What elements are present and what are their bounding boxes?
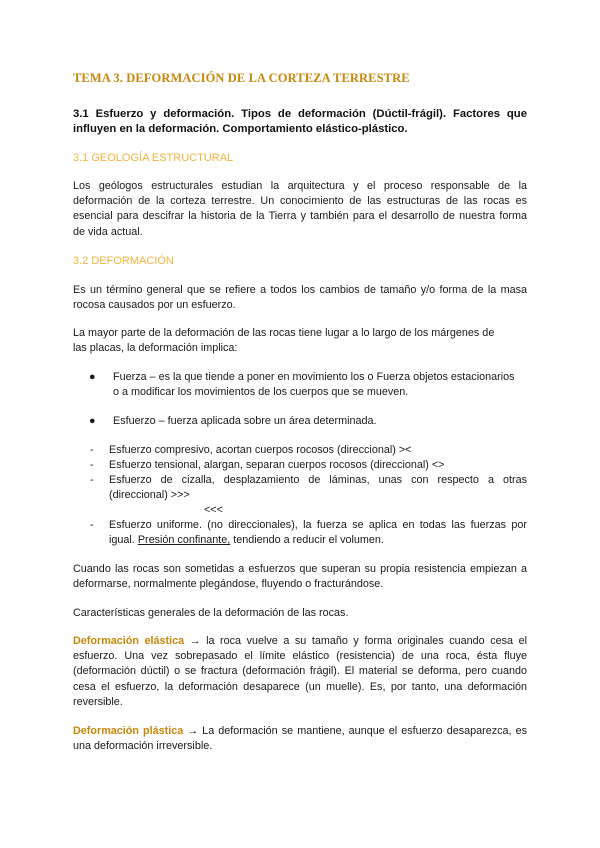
dash-line	[109, 533, 527, 548]
paragraph-line: esencial para descifrar la historia de la Tierra y también para el desarrollo de nuestra forma	[73, 210, 527, 223]
paragraph-cuando	[73, 562, 527, 592]
dash-line: (direccional) >>>	[109, 489, 190, 502]
paragraph-geologia	[73, 179, 527, 240]
paragraph-line: esfuerzo. Una vez sobrepasado el límite elástico (resistencia) de una roca, ésta fluye	[73, 650, 527, 663]
heading-deformacion: 3.2 DEFORMACIÓN	[73, 255, 174, 267]
paragraph-line	[73, 634, 527, 649]
paragraph-line: las placas, la deformación implica:	[73, 342, 238, 355]
paragraph-line: Los geólogos estructurales estudian la arquitectura y el proceso responsable de la	[73, 180, 527, 192]
term-deformacion-elastica: Deformación elástica	[73, 635, 185, 647]
paragraph-deformacion-plastica	[73, 724, 527, 754]
text-fragment: → La deformación se mantiene, aunque el esfuerzo desaparezca, es	[183, 725, 527, 737]
paragraph-caracteristicas	[73, 606, 527, 621]
bullet-line: o a modificar los movimientos de los cuerpos que se mueven.	[113, 386, 409, 399]
bullet-line: Fuerza – es la que tiende a poner en movimiento los o Fuerza objetos estacionarios	[113, 371, 515, 383]
dash-marker: -	[90, 519, 94, 531]
dash-line: Esfuerzo uniforme. (no direccionales), la fuerza se aplica en todas las fuerzas por	[109, 519, 527, 531]
dash-marker: -	[90, 459, 94, 471]
dash-marker: -	[90, 444, 94, 456]
paragraph-line: una deformación irreversible.	[73, 740, 213, 753]
paragraph-mayor-parte	[73, 326, 527, 356]
bullet-icon: ●	[89, 415, 96, 427]
paragraph-line: deformarse, normalmente plegándose, fluyendo o fracturándose.	[73, 578, 384, 591]
page-title: TEMA 3. DEFORMACIÓN DE LA CORTEZA TERRESTRE	[73, 71, 410, 85]
paragraph-line: cesa el esfuerzo, la deformación desaparece (un muelle). Es, por tanto, una deformación	[73, 680, 527, 693]
heading-geologia-estructural: 3.1 GEOLOGÍA ESTRUCTURAL	[73, 152, 234, 164]
text-fragment: tendiendo a reducir el volumen.	[230, 534, 384, 547]
text-fragment: igual.	[109, 534, 138, 547]
term-deformacion-plastica: Deformación plástica	[73, 725, 184, 737]
paragraph-line: La mayor parte de la deformación de las rocas tiene lugar a lo largo de los márgenes de	[73, 327, 495, 339]
bullet-line: Esfuerzo – fuerza aplicada sobre un área determinada.	[113, 415, 377, 427]
subtitle	[73, 107, 527, 137]
dash-text: Esfuerzo compresivo, acortan cuerpos rocosos (direccional) ><	[109, 444, 412, 456]
paragraph-line: de vida actual.	[73, 225, 143, 238]
text-fragment: → la roca vuelve a su tamaño y forma originales cuando cesa el	[184, 635, 527, 647]
paragraph-line: deformación de la corteza terrestre. Un conocimiento de las estructuras de las rocas es	[73, 195, 527, 208]
paragraph-line: Características generales de la deformación de las rocas.	[73, 607, 349, 619]
dash-line: <<<	[204, 504, 223, 517]
paragraph-line: Cuando las rocas son sometidas a esfuerzos que superan su propia resistencia empiezan a	[73, 563, 527, 575]
paragraph-line: (deformación dúctil) o se fractura (deformación frágil). El material se deforma, pero cuando	[73, 665, 527, 678]
paragraph-deformacion-elastica	[73, 634, 527, 710]
paragraph-line: reversible.	[73, 695, 123, 708]
bullet-icon: ●	[89, 371, 96, 383]
paragraph-line	[73, 724, 527, 739]
paragraph-intro	[73, 283, 527, 313]
dash-text: Esfuerzo tensional, alargan, separan cuerpos rocosos (direccional) <>	[109, 459, 445, 471]
subtitle-line-2: influyen en la deformación. Comportamiento elástico-plástico.	[73, 123, 408, 135]
paragraph-line: Es un término general que se refiere a todos los cambios de tamaño y/o forma de la masa	[73, 284, 527, 296]
paragraph-line: rocosa causados por un esfuerzo.	[73, 299, 236, 312]
dash-line: Esfuerzo de cizalla, desplazamiento de láminas, unas con respecto a otras	[109, 474, 527, 486]
dash-marker: -	[90, 474, 94, 486]
subtitle-line-1: 3.1 Esfuerzo y deformación. Tipos de deformación (Dúctil-frágil). Factores que	[73, 108, 527, 120]
presion-confinante-term: Presión confinante,	[137, 534, 231, 547]
